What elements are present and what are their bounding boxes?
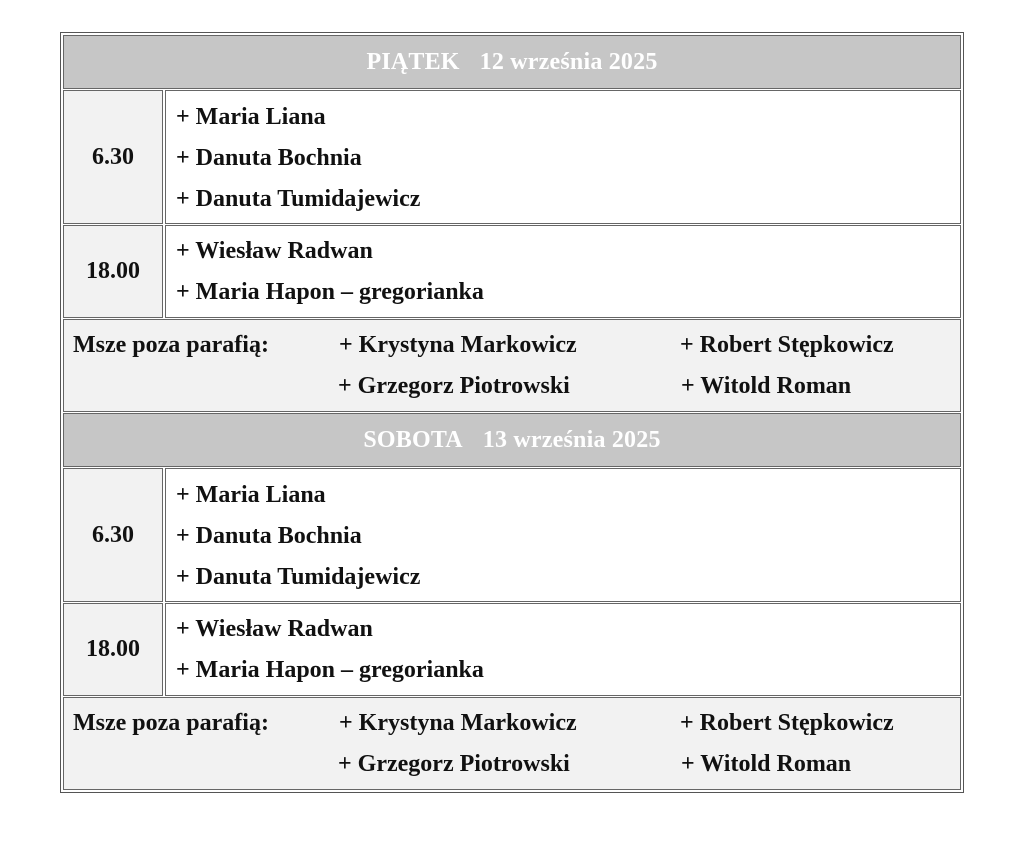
outside-parish-name: + Krystyna Markowicz (339, 332, 577, 358)
intention-item: + Maria Hapon – gregorianka (176, 657, 484, 683)
day-date: 12 września 2025 (479, 48, 658, 75)
outside-parish-name: + Witold Roman (681, 751, 852, 777)
mass-time: 6.30 (63, 90, 163, 224)
intention-item: + Maria Liana (176, 482, 326, 508)
intention-item: + Maria Hapon – gregorianka (176, 279, 484, 305)
intention-item: + Wiesław Radwan (176, 616, 373, 642)
day-name: PIĄTEK (366, 48, 460, 75)
intention-item: + Danuta Bochnia (176, 145, 362, 171)
outside-parish-name: + Krystyna Markowicz (339, 710, 577, 736)
outside-parish-name: + Witold Roman (681, 373, 852, 399)
intention-item: + Danuta Bochnia (176, 523, 362, 549)
outside-parish-name: + Robert Stępkowicz (680, 332, 894, 358)
outside-parish-name: + Grzegorz Piotrowski (338, 751, 570, 777)
outside-parish-masses (63, 697, 961, 790)
intentions-list (165, 603, 961, 696)
day-name: SOBOTA (363, 426, 463, 453)
day-header (63, 413, 961, 467)
intentions-list (165, 468, 961, 602)
outside-parish-label: Msze poza parafią: (73, 710, 269, 736)
outside-parish-name: + Grzegorz Piotrowski (338, 373, 570, 399)
outside-parish-name: + Robert Stępkowicz (680, 710, 894, 736)
intentions-list (165, 225, 961, 318)
outside-parish-masses (63, 319, 961, 412)
intention-item: + Danuta Tumidajewicz (176, 564, 421, 590)
mass-row (63, 90, 961, 224)
mass-time: 6.30 (63, 468, 163, 602)
outside-parish-label: Msze poza parafią: (73, 332, 269, 358)
day-header (63, 35, 961, 89)
intention-item: + Danuta Tumidajewicz (176, 186, 421, 212)
intention-item: + Maria Liana (176, 104, 326, 130)
intentions-list (165, 90, 961, 224)
mass-time: 18.00 (63, 225, 163, 318)
mass-row (63, 225, 961, 318)
intention-item: + Wiesław Radwan (176, 238, 373, 264)
mass-time: 18.00 (63, 603, 163, 696)
mass-row (63, 603, 961, 696)
day-date: 13 września 2025 (482, 426, 661, 453)
mass-intentions-table (60, 32, 964, 793)
mass-row (63, 468, 961, 602)
